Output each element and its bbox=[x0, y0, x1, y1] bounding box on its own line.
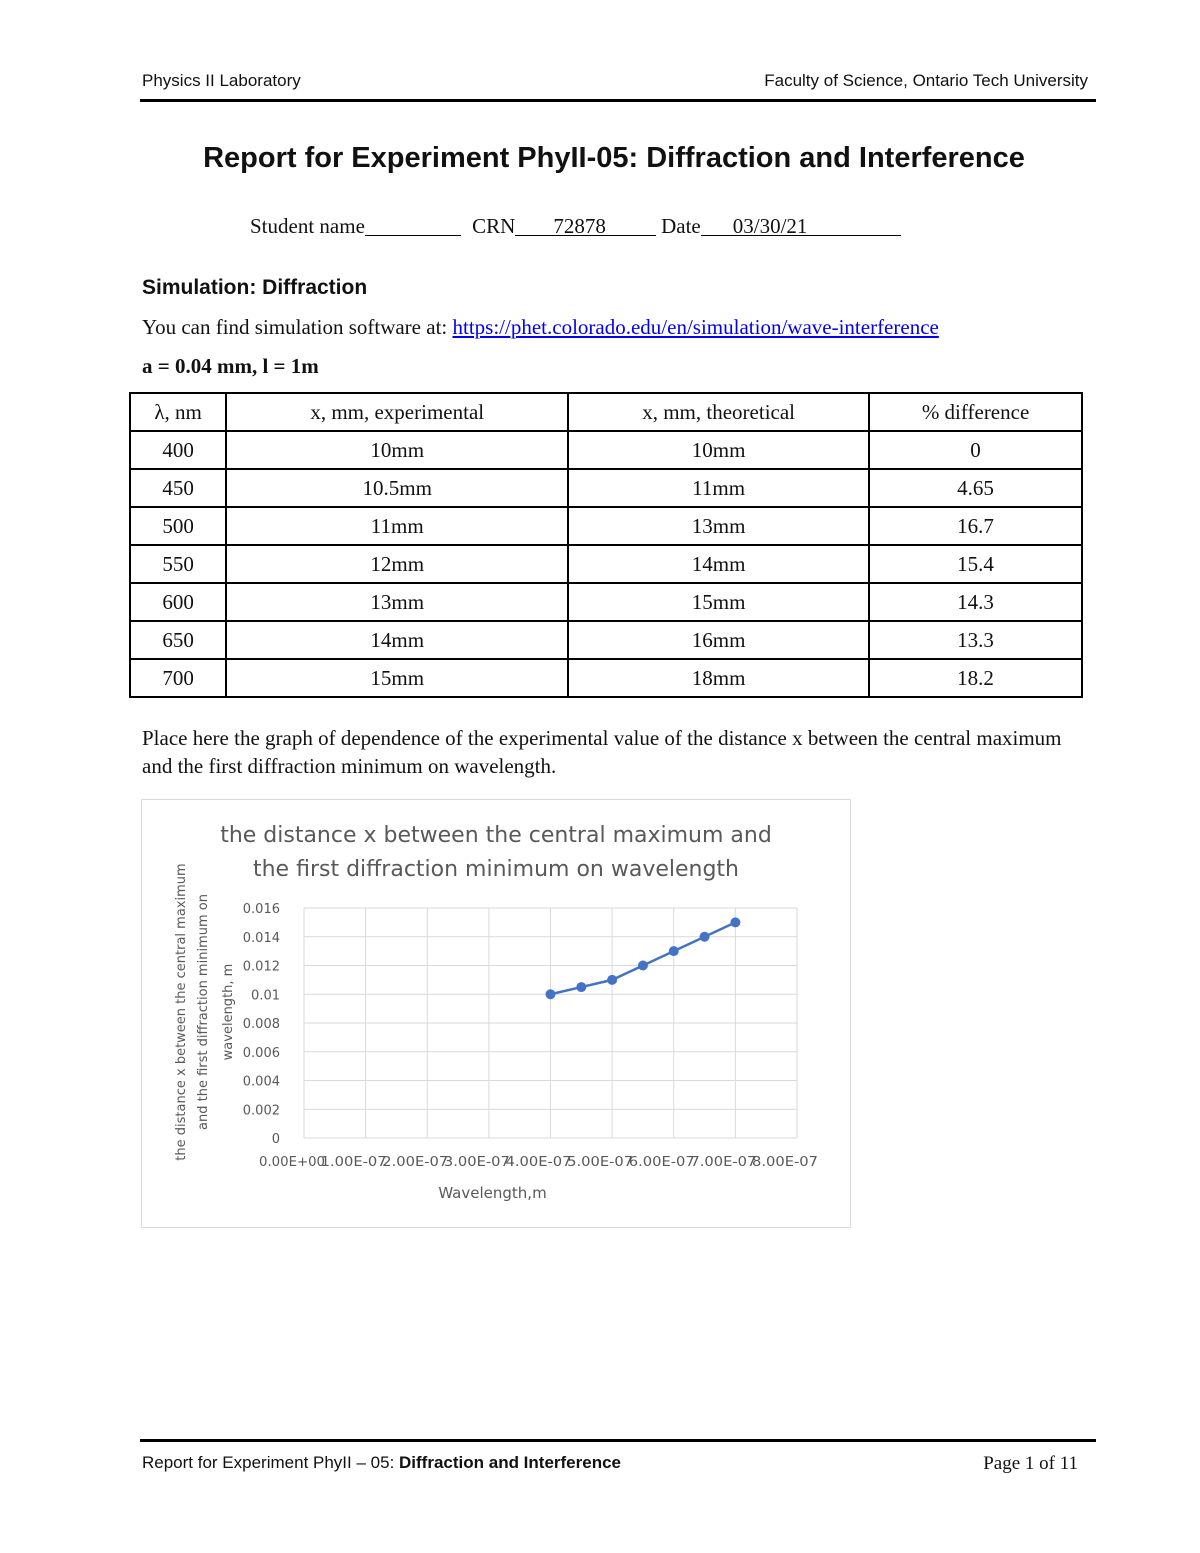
table-row bbox=[130, 621, 1082, 659]
x-axis-label: Wavelength,m bbox=[438, 1184, 547, 1202]
table-cell: 18mm bbox=[568, 659, 869, 697]
wavelength-chart bbox=[142, 800, 850, 1227]
y-axis-label: wavelength, m bbox=[221, 963, 236, 1061]
table-row bbox=[130, 583, 1082, 621]
date-field-tail bbox=[807, 217, 901, 236]
footer-divider bbox=[140, 1439, 1096, 1442]
date-label: Date bbox=[661, 214, 701, 238]
date-field[interactable] bbox=[701, 217, 733, 236]
chart-title: the distance x between the central maximum and bbox=[220, 823, 772, 848]
y-tick-label: 0.01 bbox=[251, 988, 280, 1004]
footer-title-bold: Diffraction and Interference bbox=[399, 1453, 622, 1472]
x-tick-label: 0.00E+00 bbox=[259, 1154, 325, 1170]
graph-instruction: Place here the graph of dependence of the experimental value of the distance x between the central maximum and the first diffraction minimum on wavelength. bbox=[142, 726, 1062, 778]
table-row bbox=[130, 545, 1082, 583]
table-cell: 650 bbox=[130, 621, 226, 659]
table-cell: 11mm bbox=[226, 507, 568, 545]
header-faculty: Faculty of Science, Ontario Tech University bbox=[764, 71, 1088, 90]
table-cell: 14mm bbox=[568, 545, 869, 583]
student-name-label: Student name bbox=[250, 214, 365, 238]
table-cell: 15mm bbox=[226, 659, 568, 697]
data-point bbox=[546, 989, 556, 999]
results-table bbox=[129, 392, 1083, 698]
x-tick-label: 1.00E-07 bbox=[320, 1154, 387, 1170]
footer-page-number: Page 1 of 11 bbox=[983, 1453, 1078, 1474]
table-cell: 550 bbox=[130, 545, 226, 583]
table-cell: 10mm bbox=[568, 431, 869, 469]
data-point bbox=[607, 975, 617, 985]
data-point bbox=[730, 917, 740, 927]
y-tick-label: 0.002 bbox=[242, 1103, 280, 1119]
footer-title-plain: Report for Experiment PhyII – 05: bbox=[142, 1453, 400, 1472]
chart-title: the first diffraction minimum on wavelength bbox=[252, 857, 740, 882]
y-tick-label: 0.006 bbox=[242, 1045, 280, 1061]
data-point bbox=[669, 946, 679, 956]
footer-report-title bbox=[142, 1453, 621, 1473]
table-cell: 13.3 bbox=[869, 621, 1082, 659]
y-tick-label: 0.012 bbox=[242, 959, 280, 975]
x-tick-label: 2.00E-07 bbox=[382, 1154, 449, 1170]
section-heading: Simulation: Diffraction bbox=[142, 276, 368, 299]
header-x-experimental: x, mm, experimental bbox=[226, 393, 568, 431]
data-point bbox=[576, 982, 586, 992]
y-tick-label: 0.014 bbox=[242, 930, 280, 946]
data-point bbox=[700, 932, 710, 942]
y-tick-label: 0 bbox=[271, 1132, 280, 1147]
x-tick-label: 4.00E-07 bbox=[505, 1154, 572, 1170]
software-text: You can find simulation software at: bbox=[142, 315, 453, 339]
table-cell: 400 bbox=[130, 431, 226, 469]
y-tick-label: 0.004 bbox=[242, 1074, 280, 1090]
table-cell: 0 bbox=[869, 431, 1082, 469]
table-cell: 500 bbox=[130, 507, 226, 545]
crn-label: CRN bbox=[472, 214, 516, 238]
student-info-line bbox=[250, 214, 901, 239]
table-cell: 4.65 bbox=[869, 469, 1082, 507]
date-value: 03/30/21 bbox=[732, 214, 808, 238]
crn-field-tail bbox=[606, 217, 656, 236]
y-tick-label: 0.016 bbox=[242, 902, 280, 917]
table-row bbox=[130, 507, 1082, 545]
x-tick-label: 6.00E-07 bbox=[628, 1154, 695, 1170]
table-cell: 16mm bbox=[568, 621, 869, 659]
page-title: Report for Experiment PhyII-05: Diffraction and Interference bbox=[203, 142, 1025, 174]
header-percent-difference: % difference bbox=[869, 393, 1082, 431]
data-point bbox=[638, 961, 648, 971]
x-tick-label: 7.00E-07 bbox=[690, 1154, 757, 1170]
software-line bbox=[142, 315, 939, 340]
y-axis-label: and the first diffraction minimum on bbox=[196, 894, 211, 1130]
x-tick-label: 8.00E-07 bbox=[752, 1154, 818, 1170]
parameters: a = 0.04 mm, l = 1m bbox=[142, 354, 319, 378]
x-tick-label: 3.00E-07 bbox=[443, 1154, 510, 1170]
table-row bbox=[130, 431, 1082, 469]
table-cell: 11mm bbox=[568, 469, 869, 507]
table-header-row bbox=[130, 393, 1082, 431]
x-tick-label: 5.00E-07 bbox=[567, 1154, 634, 1170]
header-divider bbox=[140, 99, 1096, 102]
table-cell: 14mm bbox=[226, 621, 568, 659]
header-x-theoretical: x, mm, theoretical bbox=[568, 393, 869, 431]
table-cell: 15.4 bbox=[869, 545, 1082, 583]
table-cell: 15mm bbox=[568, 583, 869, 621]
table-cell: 13mm bbox=[568, 507, 869, 545]
table-cell: 14.3 bbox=[869, 583, 1082, 621]
y-axis-label: the distance x between the central maximum bbox=[174, 863, 189, 1161]
crn-field[interactable] bbox=[515, 217, 553, 236]
table-cell: 16.7 bbox=[869, 507, 1082, 545]
table-cell: 12mm bbox=[226, 545, 568, 583]
header-course: Physics II Laboratory bbox=[142, 71, 301, 90]
y-tick-label: 0.008 bbox=[242, 1017, 280, 1032]
table-cell: 10mm bbox=[226, 431, 568, 469]
table-cell: 13mm bbox=[226, 583, 568, 621]
table-row bbox=[130, 469, 1082, 507]
crn-value: 72878 bbox=[553, 214, 606, 238]
table-cell: 600 bbox=[130, 583, 226, 621]
chart-frame bbox=[141, 799, 851, 1228]
software-link[interactable]: https://phet.colorado.edu/en/simulation/wave-interference bbox=[452, 315, 939, 339]
student-name-field[interactable] bbox=[365, 217, 461, 236]
table-cell: 700 bbox=[130, 659, 226, 697]
table-cell: 18.2 bbox=[869, 659, 1082, 697]
table-cell: 450 bbox=[130, 469, 226, 507]
header-wavelength: λ, nm bbox=[130, 393, 226, 431]
table-row bbox=[130, 659, 1082, 697]
table-cell: 10.5mm bbox=[226, 469, 568, 507]
